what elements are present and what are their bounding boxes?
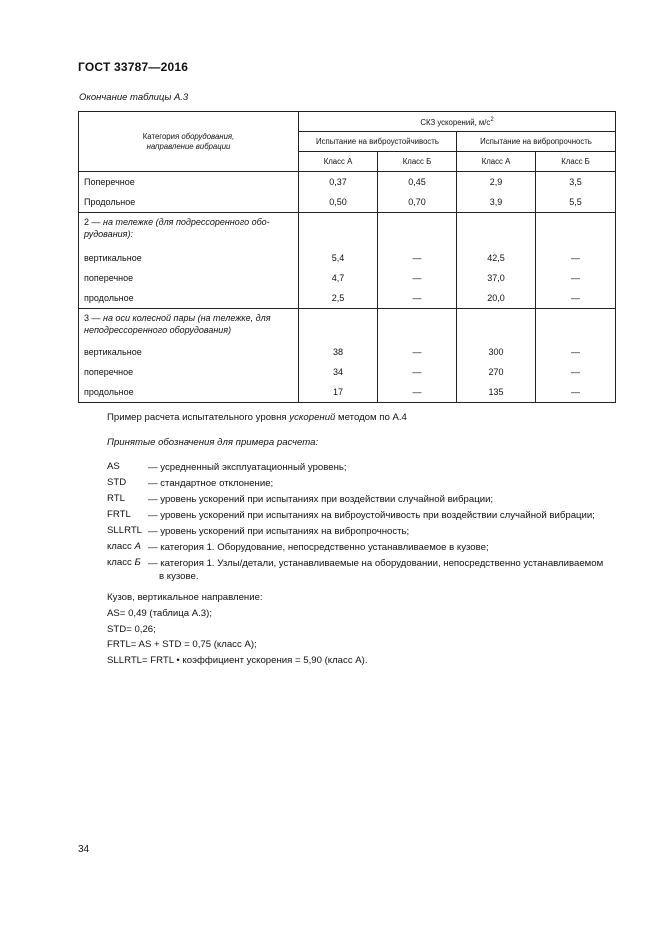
table-row: поперечное 4,7 — 37,0 —: [79, 268, 616, 288]
calc-line: STD= 0,26;: [107, 624, 156, 635]
class-b-header: Класс Б: [378, 152, 457, 172]
calc-line: Кузов, вертикальное направление:: [107, 592, 263, 603]
definitions-list: [107, 461, 618, 586]
document-code: ГОСТ 33787—2016: [78, 60, 189, 74]
class-a-header: Класс А: [457, 152, 536, 172]
example-heading: Пример расчета испытательного уровня ускорений методом по А.4: [107, 412, 407, 423]
definition-item: SLLRTL — уровень ускорений при испытаниях на вибропрочность;: [107, 525, 410, 537]
definition-item: класс Б — категория 1. Узлы/детали, устанавливаемые на оборудовании, непосредственно устанавливаемом в кузове.: [107, 557, 604, 582]
definition-item: STD — стандартное отклонение;: [107, 477, 274, 489]
definition-item: FRTL — уровень ускорений при испытаниях на виброустойчивость при воздействии случайной вибрации;: [107, 509, 595, 521]
table-row: продольное 2,5 — 20,0 —: [79, 288, 616, 309]
page-number: 34: [78, 844, 90, 855]
definition-item: RTL — уровень ускорений при испытаниях при воздействии случайной вибрации;: [107, 493, 494, 505]
test2-header: Испытание на вибропрочность: [457, 132, 616, 152]
calc-line: SLLRTL= FRTL • коэффициент ускорения = 5,90 (класс А).: [107, 655, 368, 666]
group-row: 3 — на оси колесной пары (на тележке, для неподрессоренного оборудования): [79, 309, 616, 343]
definition-item: класс А — категория 1. Оборудование, непосредственно устанавливаемое в кузове;: [107, 541, 489, 553]
notation-title: Принятые обозначения для примера расчета:: [107, 437, 319, 448]
rms-acceleration-header: СКЗ ускорений, $м/с^2$: [299, 112, 616, 132]
class-b-header: Класс Б: [536, 152, 616, 172]
table-row: Продольное 0,50 0,70 3,9 5,5: [79, 192, 616, 213]
table-row: вертикальное 38 — 300 —: [79, 342, 616, 362]
table-row: продольное 17 — 135 —: [79, 382, 616, 403]
test1-header: Испытание на виброустойчивость: [299, 132, 457, 152]
vibration-table: [78, 111, 616, 403]
table-row: поперечное 34 — 270 —: [79, 362, 616, 382]
table-row: вертикальное 5,4 — 42,5 —: [79, 248, 616, 268]
group-row: 2 — на тележке (для подрессоренного обо- рудования):: [79, 213, 616, 249]
calc-line: AS= 0,49 (таблица А.3);: [107, 608, 212, 619]
category-header: Категория оборудования, направление вибрации: [79, 112, 299, 172]
definition-item: AS — усредненный эксплуатационный уровень;: [107, 461, 347, 473]
table-row: Поперечное 0,37 0,45 2,9 3,5: [79, 172, 616, 193]
calc-line: FRTL= AS + STD = 0,75 (класс А);: [107, 639, 257, 650]
table-caption: Окончание таблицы А.3: [79, 92, 189, 103]
class-a-header: Класс А: [299, 152, 378, 172]
